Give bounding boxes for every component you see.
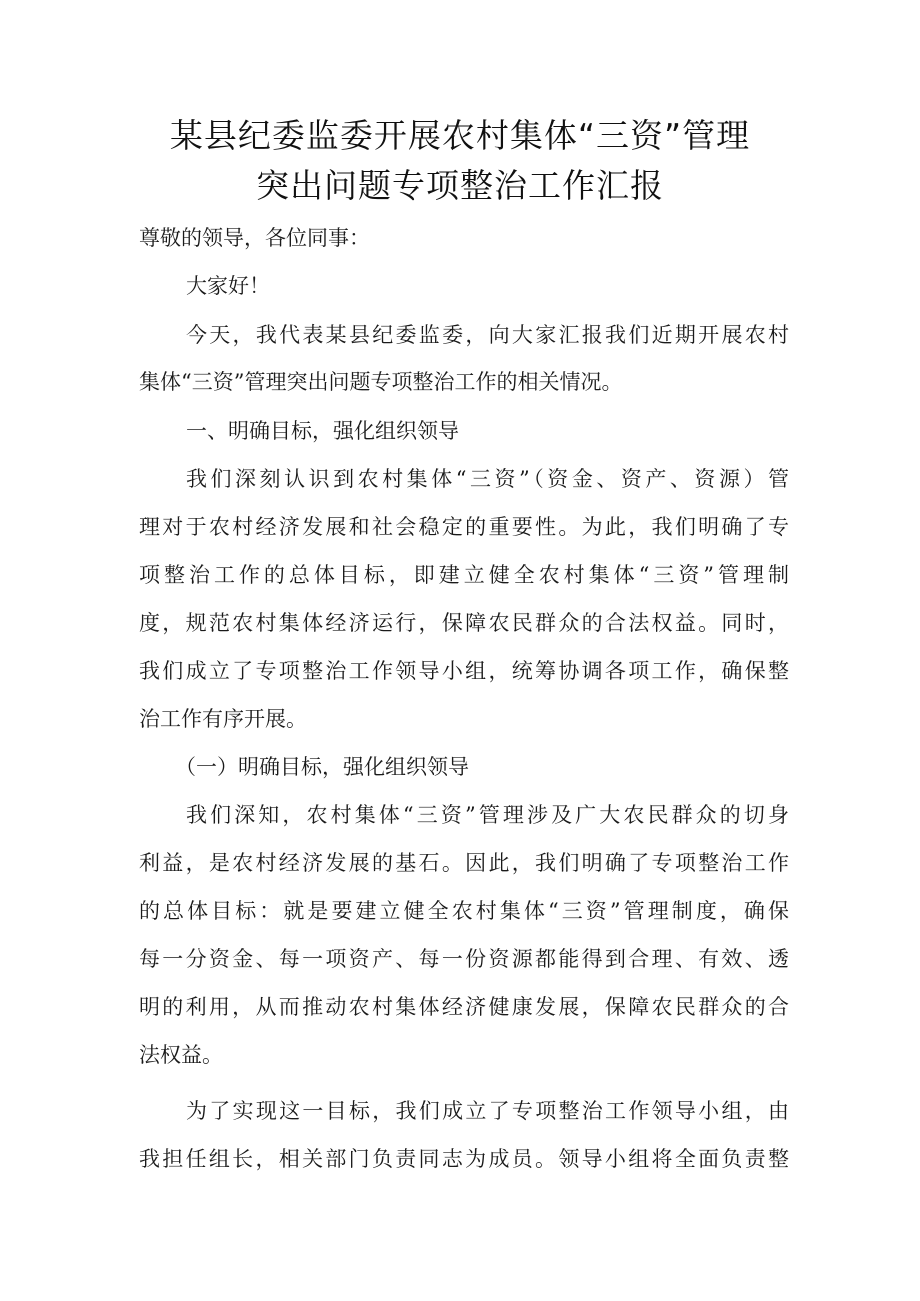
document-title-line-1: 某县纪委监委开展农村集体“三资”管理: [169, 116, 751, 155]
section1-line-2: 理对于农村经济发展和社会稳定的重要性。为此，我们明确了专: [139, 515, 789, 539]
intro-line-1: 今天，我代表某县纪委监委，向大家汇报我们近期开展农村: [186, 323, 789, 347]
greeting: 尊敬的领导，各位同事：: [139, 226, 370, 250]
subsection1-line-6: 法权益。: [139, 1043, 223, 1067]
paragraph-last-line-2: 我担任组长，相关部门负责同志为成员。领导小组将全面负责整: [139, 1147, 789, 1171]
intro-line-2: 集体“三资”管理突出问题专项整治工作的相关情况。: [139, 370, 623, 394]
section1-line-5: 我们成立了专项整治工作领导小组，统筹协调各项工作，确保整: [139, 659, 789, 683]
subsection1-line-3: 的总体目标：就是要建立健全农村集体“三资”管理制度，确保: [139, 899, 789, 923]
subsection1-line-4: 每一分资金、每一项资产、每一份资源都能得到合理、有效、透: [139, 947, 789, 971]
section1-line-4: 度，规范农村集体经济运行，保障农民群众的合法权益。同时，: [139, 611, 789, 635]
subsection1-heading: （一）明确目标，强化组织领导: [175, 755, 469, 779]
subsection1-line-5: 明的利用，从而推动农村集体经济健康发展，保障农民群众的合: [139, 995, 789, 1019]
section1-line-1: 我们深刻认识到农村集体“三资”（资金、资产、资源）管: [186, 467, 789, 491]
subsection1-line-2: 利益，是农村经济发展的基石。因此，我们明确了专项整治工作: [139, 851, 789, 875]
paragraph-last-line-1: 为了实现这一目标，我们成立了专项整治工作领导小组，由: [186, 1099, 789, 1123]
subsection1-line-1: 我们深知，农村集体“三资”管理涉及广大农民群众的切身: [186, 803, 789, 827]
section1-heading: 一、明确目标，强化组织领导: [186, 419, 459, 443]
section1-line-3: 项整治工作的总体目标，即建立健全农村集体“三资”管理制: [139, 563, 789, 587]
section1-line-6: 治工作有序开展。: [139, 707, 307, 731]
document-title-line-2: 突出问题专项整治工作汇报: [256, 166, 664, 205]
hello-line: 大家好！: [186, 274, 270, 298]
